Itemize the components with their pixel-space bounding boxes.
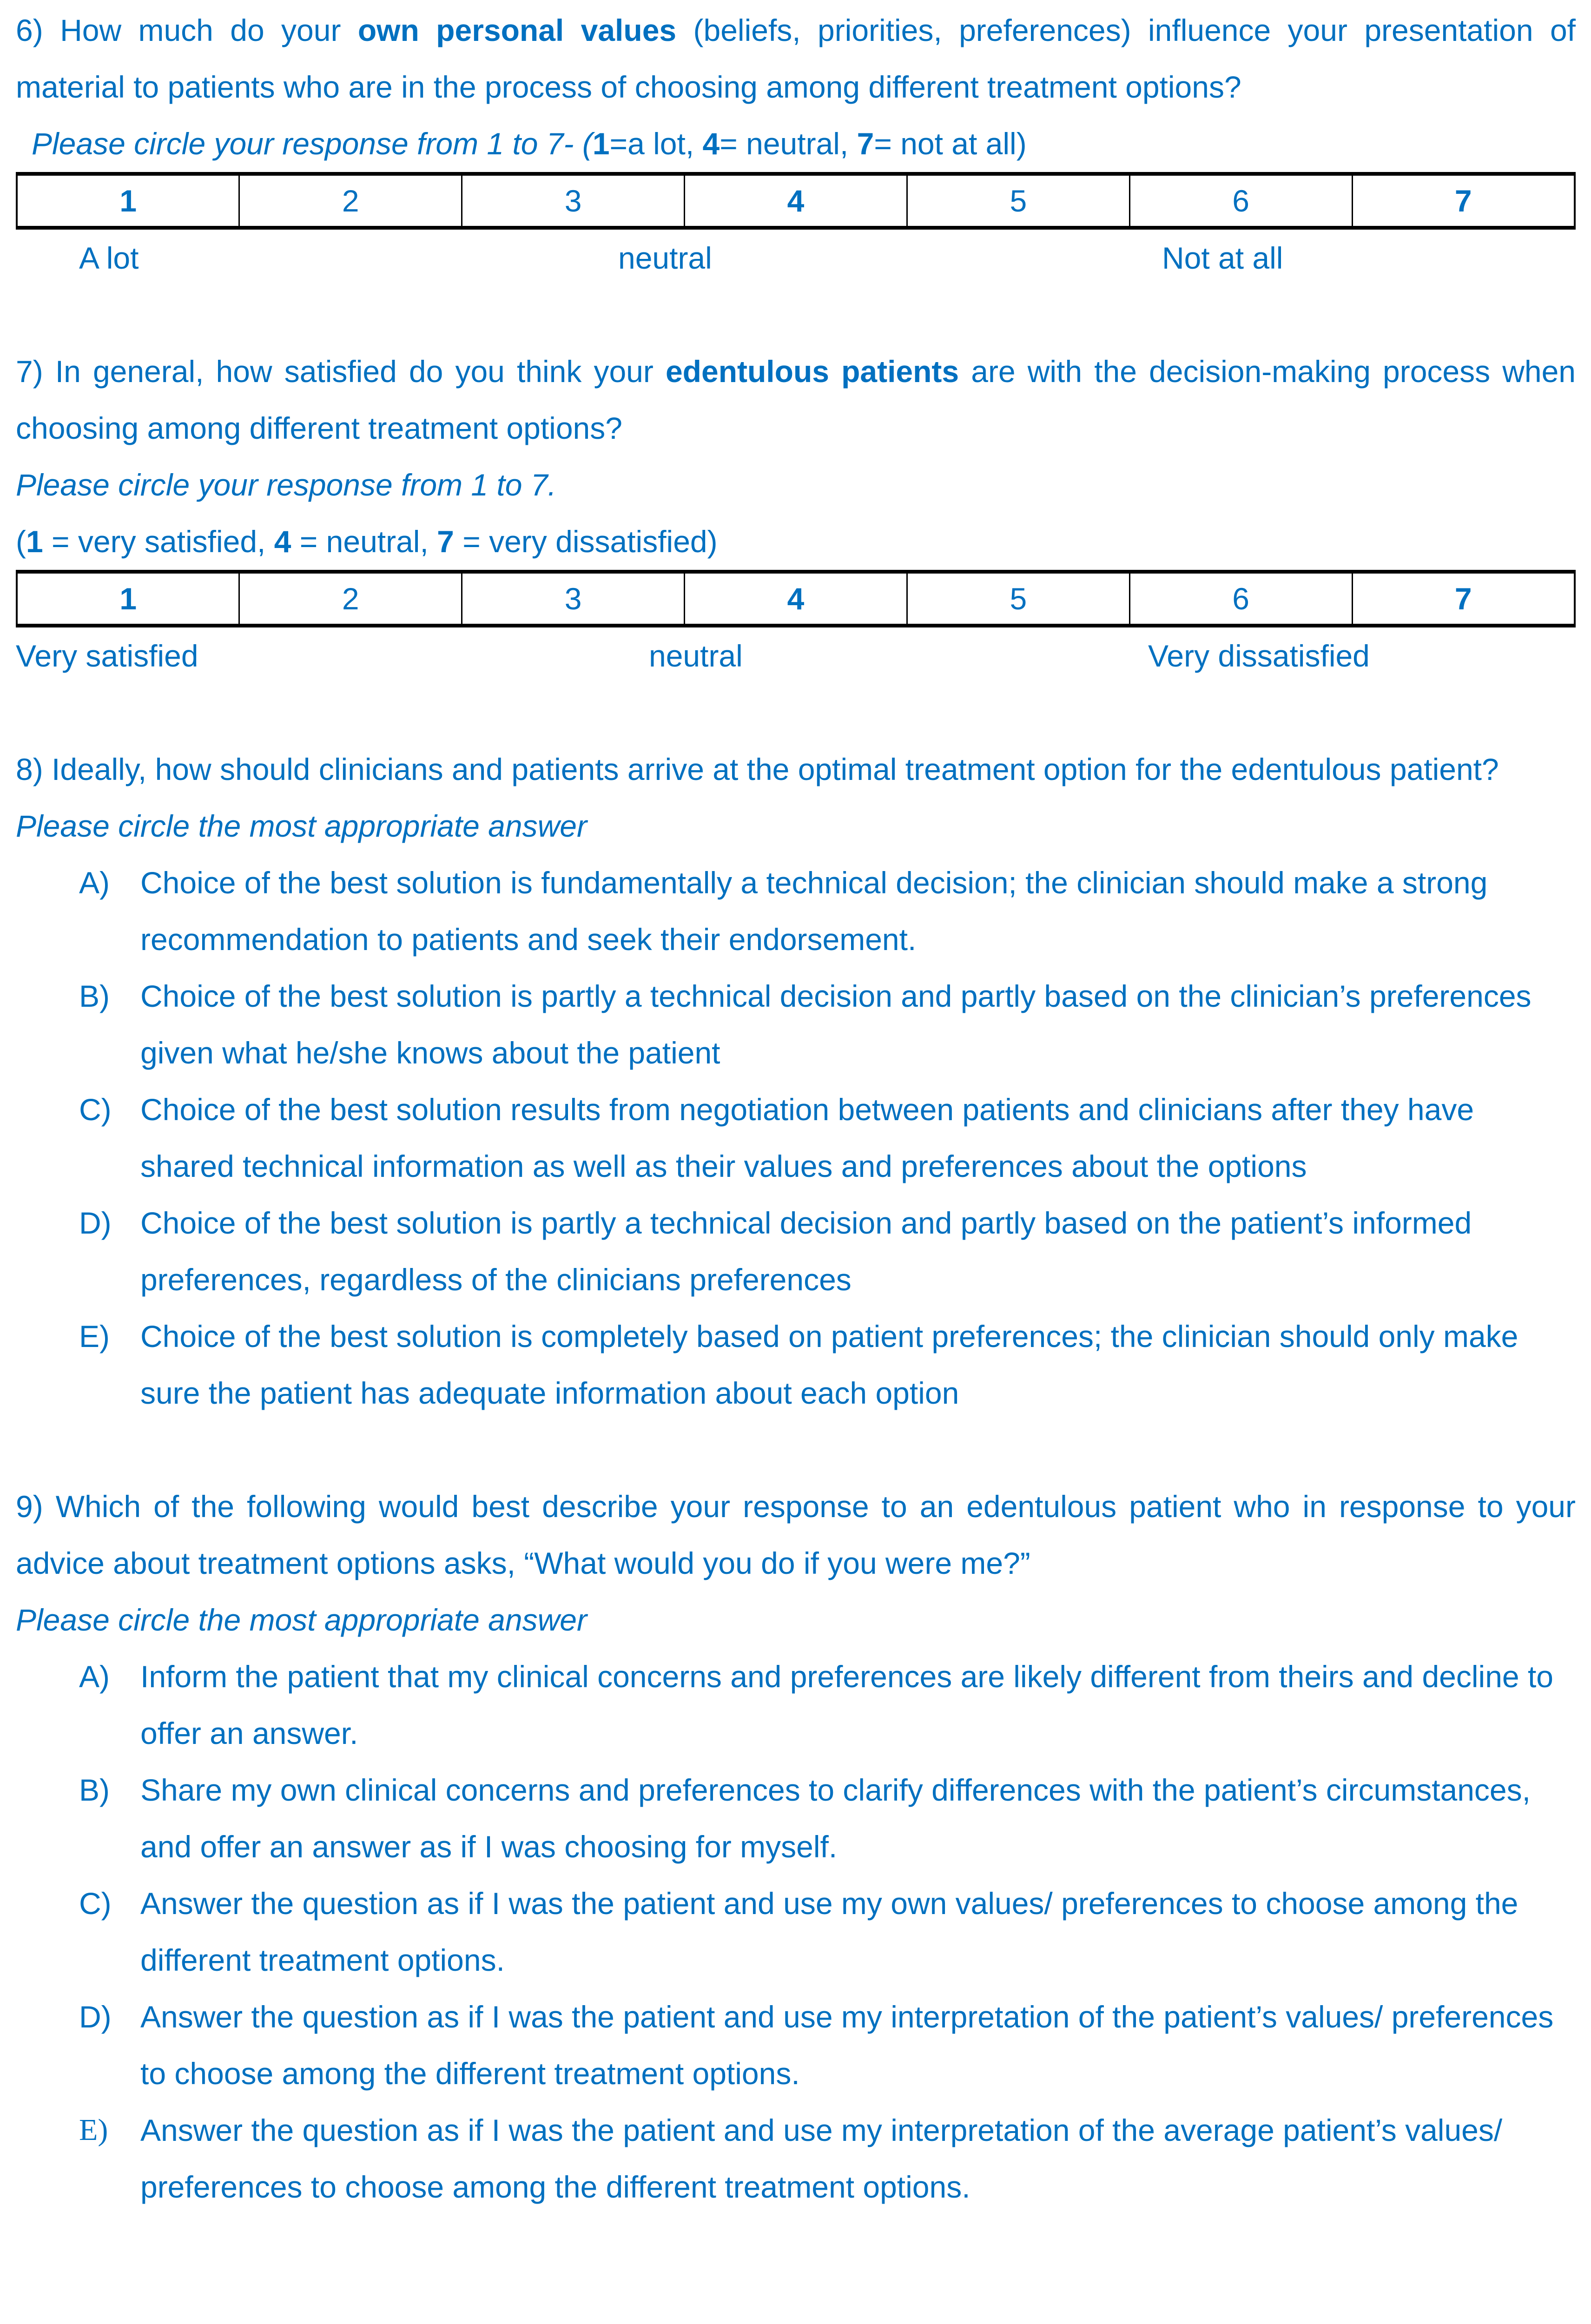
- option-letter: D): [79, 2000, 112, 2034]
- option-letter: B): [79, 1773, 110, 1807]
- q6-scale-option-4[interactable]: 4: [685, 174, 907, 228]
- question-8: [16, 741, 1576, 1421]
- q6-anchor-low: A lot: [79, 241, 139, 275]
- question-9-text: 9) Which of the following would best describe your response to an edentulous patient who in response to your advice about treatment options asks, “What would you do if you were me?”: [16, 1489, 1576, 1580]
- q7-anchor-mid: neutral: [649, 639, 743, 673]
- option-text: Answer the question as if I was the patient and use my interpretation of the patient’s values/ preferences to choose among the different treatment options.: [140, 2000, 1554, 2091]
- emphasis-edentulous-patients: edentulous patients: [665, 354, 959, 389]
- question-8-options: [16, 854, 1576, 1421]
- option-text: Inform the patient that my clinical concerns and preferences are likely different from theirs and decline to offer an answer.: [140, 1659, 1553, 1750]
- q7-scale-option-6[interactable]: 6: [1129, 572, 1352, 626]
- option-letter: A): [79, 1659, 110, 1694]
- questionnaire-page: [16, 0, 1576, 2215]
- option-text: Choice of the best solution is partly a technical decision and partly based on the patient’s informed preferences, regardless of the clinicians preferences: [140, 1206, 1472, 1297]
- q8-option-d[interactable]: [16, 1195, 1576, 1308]
- q7-anchor-low: Very satisfied: [16, 639, 198, 673]
- q9-option-d[interactable]: [16, 1988, 1576, 2102]
- q9-option-c[interactable]: [16, 1875, 1576, 1988]
- option-text: Choice of the best solution results from negotiation between patients and clinicians after they have shared technical information as well as their values and preferences about the options: [140, 1092, 1474, 1183]
- q6-scale-option-5[interactable]: 5: [907, 174, 1129, 228]
- question-7-anchor-labels: [16, 627, 1576, 684]
- q7-scale-option-5[interactable]: 5: [907, 572, 1129, 626]
- q7-scale-option-3[interactable]: 3: [462, 572, 685, 626]
- question-9-options: [16, 1648, 1576, 2215]
- q6-scale-option-7[interactable]: 7: [1352, 174, 1575, 228]
- option-text: Choice of the best solution is fundamentally a technical decision; the clinician should make a strong recommendation to patients and seek their endorsement.: [140, 865, 1488, 957]
- option-letter: A): [79, 865, 110, 900]
- q6-anchor-high: Not at all: [1162, 241, 1283, 275]
- q9-option-b[interactable]: [16, 1762, 1576, 1875]
- q6-scale-option-2[interactable]: 2: [239, 174, 462, 228]
- question-7-legend: (1 = very satisfied, 4 = neutral, 7 = very dissatisfied): [16, 524, 718, 559]
- option-text: Answer the question as if I was the patient and use my own values/ preferences to choose among the different treatment options.: [140, 1886, 1518, 1977]
- question-6-rating-scale: [16, 172, 1576, 230]
- spacer: [16, 1421, 1576, 1478]
- option-text: Answer the question as if I was the patient and use my interpretation of the average patient’s values/ preferences to choose among the different treatment options.: [140, 2113, 1503, 2204]
- question-7-instruction: Please circle your response from 1 to 7.: [16, 468, 556, 502]
- q8-option-a[interactable]: [16, 854, 1576, 968]
- question-9-instruction: Please circle the most appropriate answer: [16, 1603, 587, 1637]
- q9-option-e[interactable]: [16, 2102, 1576, 2215]
- q6-scale-option-6[interactable]: 6: [1129, 174, 1352, 228]
- question-6: [16, 2, 1576, 286]
- question-6-text: 6) How much do your own personal values (beliefs, priorities, preferences) influence your presentation of material to patients who are in the process of choosing among different treatment options?: [16, 13, 1576, 104]
- option-letter: D): [79, 1206, 112, 1240]
- option-text: Choice of the best solution is completely based on patient preferences; the clinician should only make sure the patient has adequate information about each option: [140, 1319, 1518, 1410]
- q7-scale-option-4[interactable]: 4: [685, 572, 907, 626]
- q7-scale-option-1[interactable]: 1: [17, 572, 239, 626]
- question-8-text: 8) Ideally, how should clinicians and patients arrive at the optimal treatment option for the edentulous patient?: [16, 752, 1499, 786]
- option-letter: E): [79, 2113, 108, 2147]
- question-7-text: 7) In general, how satisfied do you think your edentulous patients are with the decision-making process when choosing among different treatment options?: [16, 354, 1576, 445]
- option-letter: C): [79, 1092, 112, 1127]
- question-8-instruction: Please circle the most appropriate answer: [16, 809, 587, 843]
- spacer: [16, 286, 1576, 343]
- q9-option-a[interactable]: [16, 1648, 1576, 1762]
- q8-option-e[interactable]: [16, 1308, 1576, 1421]
- question-9: [16, 1478, 1576, 2215]
- question-6-anchor-labels: [16, 230, 1576, 286]
- option-letter: B): [79, 979, 110, 1013]
- spacer: [16, 684, 1576, 741]
- question-7: [16, 343, 1576, 684]
- option-letter: C): [79, 1886, 112, 1921]
- q7-anchor-high: Very dissatisfied: [1148, 639, 1370, 673]
- question-6-instruction: Please circle your response from 1 to 7- (1=a lot, 4= neutral, 7= not at all): [32, 126, 1027, 161]
- option-letter: E): [79, 1319, 110, 1353]
- q8-option-b[interactable]: [16, 968, 1576, 1081]
- q7-scale-option-7[interactable]: 7: [1352, 572, 1575, 626]
- option-text: Choice of the best solution is partly a technical decision and partly based on the clinician’s preferences given what he/she knows about the patient: [140, 979, 1532, 1070]
- q6-scale-option-1[interactable]: 1: [17, 174, 239, 228]
- q6-scale-option-3[interactable]: 3: [462, 174, 685, 228]
- q7-scale-option-2[interactable]: 2: [239, 572, 462, 626]
- question-7-rating-scale: [16, 570, 1576, 627]
- q8-option-c[interactable]: [16, 1081, 1576, 1195]
- q6-anchor-mid: neutral: [618, 241, 712, 275]
- emphasis-own-personal-values: own personal values: [357, 13, 677, 47]
- option-text: Share my own clinical concerns and preferences to clarify differences with the patient’s circumstances, and offer an answer as if I was choosing for myself.: [140, 1773, 1531, 1864]
